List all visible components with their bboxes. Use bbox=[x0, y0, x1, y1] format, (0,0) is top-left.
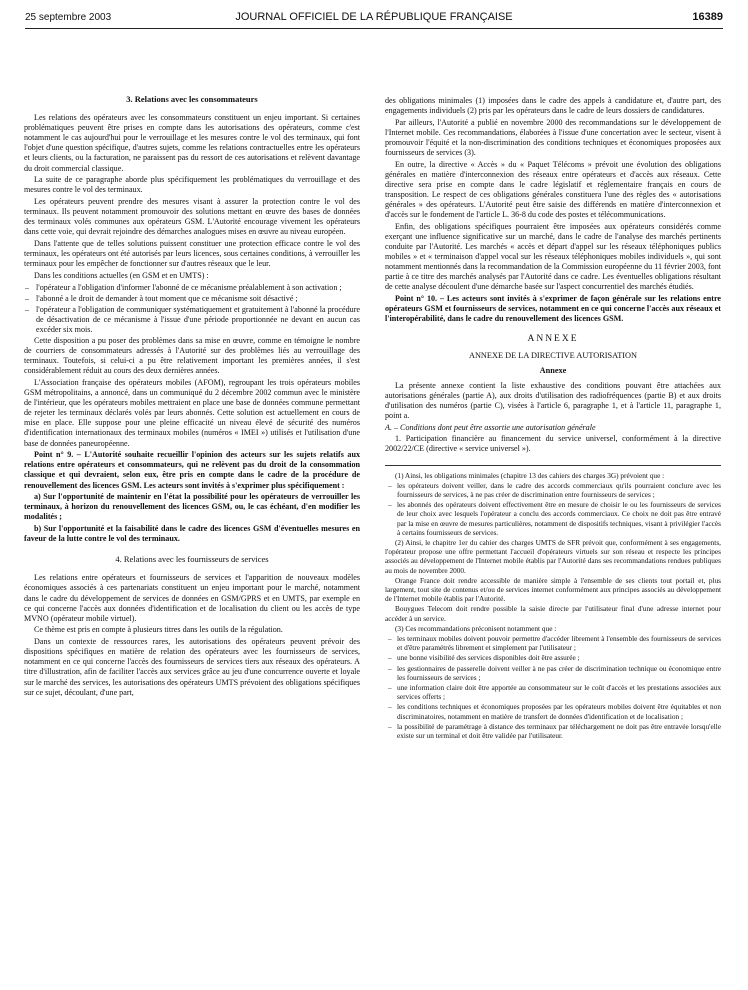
paragraph: Cette disposition a pu poser des problèmes dans sa mise en œuvre, comme en témoigne le nombre de courriers de consommateurs adressés à l'Autorité sur des problèmes liés au verrouillage des terminaux. Toutefois, si celui-ci a pu être relativement important les premières années, il s'est considérablement réduit au cours des deux dernières années. bbox=[24, 336, 360, 376]
footnote-list bbox=[385, 634, 721, 740]
footnote: Orange France doit rendre accessible de manière simple à l'ensemble de ses clients tout portail et, plus largement, tout site de contenus et/ou de services internet conformément aux principes associés au développement de l'Internet mobile établis par l'Autorité. bbox=[385, 575, 721, 604]
list-item: – une bonne visibilité des services disponibles doit être assurée ; bbox=[397, 653, 721, 662]
footnote-rule bbox=[385, 465, 721, 466]
paragraph: 1. Participation financière au financement du service universel, conformément à la directive 2002/22/CE (directive « service universel »). bbox=[385, 434, 721, 454]
right-column bbox=[385, 96, 721, 741]
point-9-a: a) Sur l'opportunité de maintenir en l'état la possibilité pour les opérateurs de verrouiller les terminaux, à horizon du renouvellement des licences GSM, ou, le cas échéant, d'en modifier les modalités ; bbox=[24, 492, 360, 522]
section-3-heading: 3. Relations avec les consommateurs bbox=[126, 94, 258, 104]
annexe-title: ANNEXE bbox=[527, 334, 579, 345]
list-item: – l'opérateur a l'obligation d'informer l'abonné de ce mécanisme préalablement à son activation ; bbox=[36, 283, 360, 293]
point-10: Point n° 10. – Les acteurs sont invités à s'exprimer de façon générale sur les relations entre opérateurs GSM et fournisseurs de services, notamment en ce qui concerne l'accès aux réseaux et l'interopérabilité, dans le cadre du renouvellement des licences GSM. bbox=[385, 294, 721, 324]
header-date: 25 septembre 2003 bbox=[25, 12, 112, 23]
list-item: – une information claire doit être apportée au consommateur sur le coût d'accès et les prestations associées aux services offerts ; bbox=[397, 683, 721, 701]
paragraph: En outre, la directive « Accès » du « Paquet Télécoms » prévoit une évolution des obligations générales en matière d'interconnexion des réseaux entre opérateurs et d'accès aux réseaux. Cette directive sera prise en compte dans le cadre législatif et réglementaire français en cours de transposition. Le respect de ces obligations générales constituera l'une des règles des « autorisations générales » des opérateurs. L'Autorité peut être saisie des différends en matière d'interconnexion et d'accès sur le fondement de l'article L. 36-8 du code des postes et télécommunications. bbox=[385, 159, 721, 220]
conditions-list bbox=[24, 283, 360, 335]
list-item: – les terminaux mobiles doivent pouvoir permettre d'accéder librement à l'ensemble des fournisseurs de services et d'être paramétrés librement et simplement par l'utilisateur ; bbox=[397, 634, 721, 652]
paragraph: Dans les conditions actuelles (en GSM et en UMTS) : bbox=[34, 270, 209, 280]
paragraph: Enfin, des obligations spécifiques pourraient être imposées aux opérateurs considérés comme exerçant une influence significative sur un marché, dans le cadre de l'analyse des marchés pertinents conduite par l'Autorité. Les marchés « accès et départ d'appel sur les réseaux téléphoniques publics mobiles » et « terminaison d'appel vocal sur les réseaux téléphoniques mobiles individuels », qui sont notamment mentionnés dans la recommandation de la Commission européenne du 11 février 2003, font partie à ce titre des marchés analysés par l'Autorité dans ce cadre. Les éventuelles obligations résultant de cette analyse découlent d'une démarche basée sur l'aspect concurrentiel des marchés étudiés. bbox=[385, 221, 721, 292]
paragraph: Ce thème est pris en compte à plusieurs titres dans les outils de la régulation. bbox=[34, 625, 283, 635]
list-item: – l'opérateur a l'obligation de communiquer systématiquement et gratuitement à l'abonné la procédure de désactivation de ce mécanisme à l'issue d'une période proportionnée ne devant en aucun cas excéder six mois. bbox=[36, 305, 360, 335]
list-item: – les gestionnaires de passerelle doivent veiller à ne pas créer de discrimination technique ou économique entre les fournisseurs de services ; bbox=[397, 664, 721, 682]
list-item: – les abonnés des opérateurs doivent effectivement être en mesure de choisir le ou les fournisseurs de services de leur choix avec lesquels l'opérateur a conclu des accords commerciaux. Ce choix ne doit pas être entravé par la mise en œuvre de mesures particulières, notamment de dispositifs techniques, visant à privilégier l'accès à certains fournisseurs de services. bbox=[397, 500, 721, 537]
footnote: Bouygues Telecom doit rendre possible la saisie directe par l'utilisateur final d'une adresse internet pour accéder à un service. bbox=[385, 604, 721, 623]
footnote: (1) Ainsi, les obligations minimales (chapitre 13 des cahiers des charges 3G) prévoient que : bbox=[395, 470, 665, 480]
running-header bbox=[25, 10, 723, 26]
left-column bbox=[24, 94, 360, 699]
paragraph: Les relations des opérateurs avec les consommateurs constituent un enjeu important. Si certaines problématiques peuvent être prises en compte dans les autorisations des opérateurs, comme c'est notamment le cas aujourd'hui pour le verrouillage et les mesures contre le vol des terminaux, qui font l'objet d'une question spécifique, d'autres sujets, comme les relations contractuelles entre les opérateurs et leurs clients, ou la facturation, ne paraissent pas du ressort de ces autorisations et relèvent davantage du droit commercial classique. bbox=[24, 113, 360, 173]
annexe-subtitle: ANNEXE DE LA DIRECTIVE AUTORISATION bbox=[468, 350, 638, 360]
list-item: – la possibilité de paramétrage à distance des terminaux par téléchargement ne doit pas être entravée lorsqu'elle existe sur un terminal et doit être validée par l'utilisateur. bbox=[397, 722, 721, 740]
paragraph: L'Association française des opérateurs mobiles (AFOM), regroupant les trois opérateurs mobiles GSM métropolitains, a annoncé, dans un communiqué du 2 décembre 2002 commun avec le ministère de l'intérieur, que les opérateurs mobiles mettraient en place une base de données commune permettant de rejeter les terminaux déclarés volés par leurs abonnés. Cette solution est actuellement en cours de mise en place. Elle suppose pour une pleine efficacité un niveau élevé de sécurité des numéros d'identification internationaux des terminaux mobiles (numéros « IMEI ») utilisés et l'utilisation d'une base de données paneuropéenne. bbox=[24, 378, 360, 448]
footnote: (2) Ainsi, le chapitre 1er du cahier des charges UMTS de SFR prévoit que, conformément à ses engagements, l'opérateur propose une offre permettant l'accueil d'opérateurs virtuels sur son réseau et respecte les principes associés au développement de l'Internet mobile établis par l'Autorité dans ses recommandations rendues publiques au mois de novembre 2000. bbox=[385, 537, 721, 575]
part-a-heading: A. – Conditions dont peut être assortie une autorisation générale bbox=[385, 422, 596, 432]
paragraph: Les opérateurs peuvent prendre des mesures visant à assurer la protection contre le vol des terminaux. Ils peuvent notamment promouvoir des solutions mettant en œuvre des bases de données des terminaux volés communes aux opérateurs GSM. L'Autorité encourage vivement les opérateurs dans cette voie, qui devrait rejoindre des démarches analogues mises en œuvre au niveau européen. bbox=[24, 197, 360, 237]
paragraph: La présente annexe contient la liste exhaustive des conditions pouvant être attachées aux autorisations générales (partie A), aux droits d'utilisation des radiofréquences (partie B) et aux droits d'utilisation des numéros (partie C), visées à l'article 6, paragraphe 1, et à l'article 11, paragraphe 1, point a. bbox=[385, 380, 721, 420]
paragraph: La suite de ce paragraphe aborde plus spécifiquement les problématiques du verrouillage et des mesures contre le vol des terminaux. bbox=[24, 175, 360, 195]
header-journal-title: JOURNAL OFFICIEL DE LA RÉPUBLIQUE FRANÇAISE bbox=[235, 11, 513, 23]
paragraph: Dans l'attente que de telles solutions puissent constituer une protection efficace contre le vol des terminaux, les opérateurs ont été autorisés par leurs licences, sous certaines conditions, à verrouiller les terminaux pour les empêcher de fonctionner sur d'autres réseaux que le leur. bbox=[24, 239, 360, 269]
footnote: (3) Ces recommandations préconisent notamment que : bbox=[395, 623, 557, 633]
annexe-heading: Annexe bbox=[539, 365, 567, 375]
list-item: – les opérateurs doivent veiller, dans le cadre des accords commerciaux qu'ils pourraient conclure avec les fournisseurs de services, à ne pas créer de discrimination entre fournisseurs de services ; bbox=[397, 481, 721, 499]
header-rule bbox=[25, 28, 723, 29]
point-9: Point n° 9. – L'Autorité souhaite recueillir l'opinion des acteurs sur les sujets relatifs aux relations entre opérateurs et consommateurs, qui ne relèvent pas du droit de la consommation classique et qui devraient, selon eux, être pris en compte dans le cadre de la procédure de renouvellement des licences GSM. Les acteurs sont invités à s'exprimer plus spécifiquement : bbox=[24, 450, 360, 490]
paragraph: Par ailleurs, l'Autorité a publié en novembre 2000 des recommandations sur le développement de l'Internet mobile. Ces recommandations, élaborées à l'issue d'une concertation avec le secteur, visent à promouvoir l'équité et la non-discrimination des conditions techniques et économiques proposées aux fournisseurs de services (3). bbox=[385, 117, 721, 158]
point-9-b: b) Sur l'opportunité et la faisabilité dans le cadre des licences GSM d'éventuelles mesures en faveur de la lutte contre le vol des terminaux. bbox=[24, 524, 360, 544]
paragraph: des obligations minimales (1) imposées dans le cadre des appels à candidature et, d'autre part, des engagements individuels (2) pris par les opérateurs dans le cadre de leurs dossiers de candidatures. bbox=[385, 96, 721, 116]
paragraph: Dans un contexte de ressources rares, les autorisations des opérateurs peuvent prévoir des dispositions spécifiques en matière de relation des opérateurs avec les fournisseurs de services, notamment en ce qui concerne l'accès des fournisseurs de services tiers aux réseaux des opérateurs. A titre d'illustration, afin de faciliter l'accès aux services grâce au jeu d'une concurrence ouverte et loyale sur le marché des services, les autorisations des opérateurs UMTS prévoient des obligations spécifiques sur ce sujet, découlant, d'une part, bbox=[24, 637, 360, 697]
footnote-list bbox=[385, 481, 721, 537]
footnotes bbox=[385, 471, 721, 741]
paragraph: Les relations entre opérateurs et fournisseurs de services et l'apparition de nouveaux modèles économiques associés à ces partenariats constituent un enjeu important pour le marché, notamment dans le cadre du développement de services de données en GSM/GPRS et en UMTS, par exemple en ce qui concerne l'accès aux données d'identification et de localisation du client ou les accès de type MVNO (opérateur mobile virtuel). bbox=[24, 573, 360, 623]
list-item: – les conditions techniques et économiques proposées par les opérateurs mobiles doivent être équitables et non discriminatoires, notamment en matière de transfert de données d'identification et de localisation ; bbox=[397, 702, 721, 720]
header-page-number: 16389 bbox=[692, 11, 723, 23]
list-item: – l'abonné a le droit de demander à tout moment que ce mécanisme soit désactivé ; bbox=[36, 294, 360, 304]
section-4-heading: 4. Relations avec les fournisseurs de services bbox=[115, 554, 269, 565]
